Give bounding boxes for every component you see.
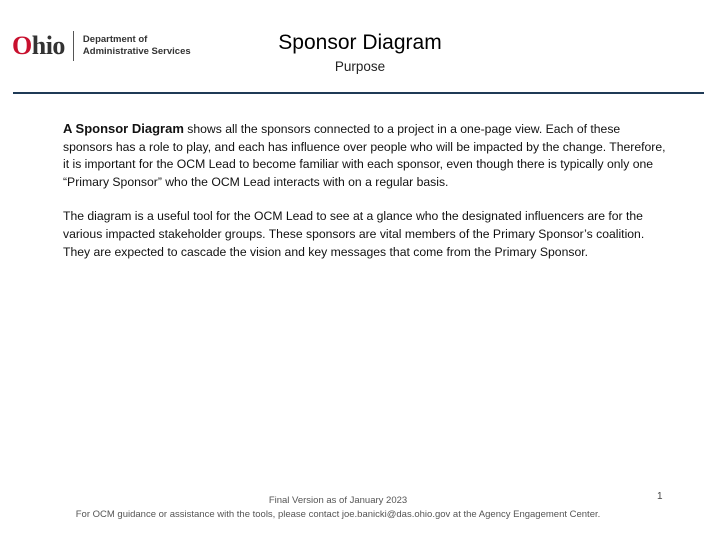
page-number: 1 bbox=[657, 491, 663, 502]
header-divider bbox=[13, 92, 704, 94]
paragraph-1 bbox=[63, 120, 669, 191]
footer bbox=[0, 494, 676, 522]
paragraph-2: The diagram is a useful tool for the OCM Lead to see at a glance who the designated influencers are for the various impacted stakeholder groups. These sponsors are vital members of the Primary Sponsor’s coalition. They are expected to cascade the vision and key messages that come from the Primary Sponsor. bbox=[63, 209, 645, 259]
footer-contact: For OCM guidance or assistance with the tools, please contact joe.banicki@das.ohio.gov at the Agency Engagement Center. bbox=[75, 509, 601, 520]
page-title: Sponsor Diagram bbox=[278, 31, 442, 54]
lead-term: A Sponsor Diagram bbox=[63, 121, 184, 136]
footer-version: Final Version as of January 2023 bbox=[268, 495, 408, 506]
paragraph-1-text: shows all the sponsors connected to a project in a one-page view. Each of these sponsors has a role to play, and each has influence over people who will be impacted by the change. Therefore, it is important for the OCM Lead to become familiar with each sponsor, even though there is typically only one “Primary Sponsor” who the OCM Lead interacts with on a regular basis. bbox=[63, 122, 666, 189]
page-subtitle: Purpose bbox=[334, 59, 386, 74]
ohio-logo-o: O bbox=[12, 31, 32, 60]
dept-line-2: Administrative Services bbox=[82, 46, 191, 57]
dept-line-1: Department of bbox=[82, 34, 148, 45]
ohio-logo-text: hio bbox=[31, 31, 65, 60]
body-content bbox=[63, 120, 669, 278]
